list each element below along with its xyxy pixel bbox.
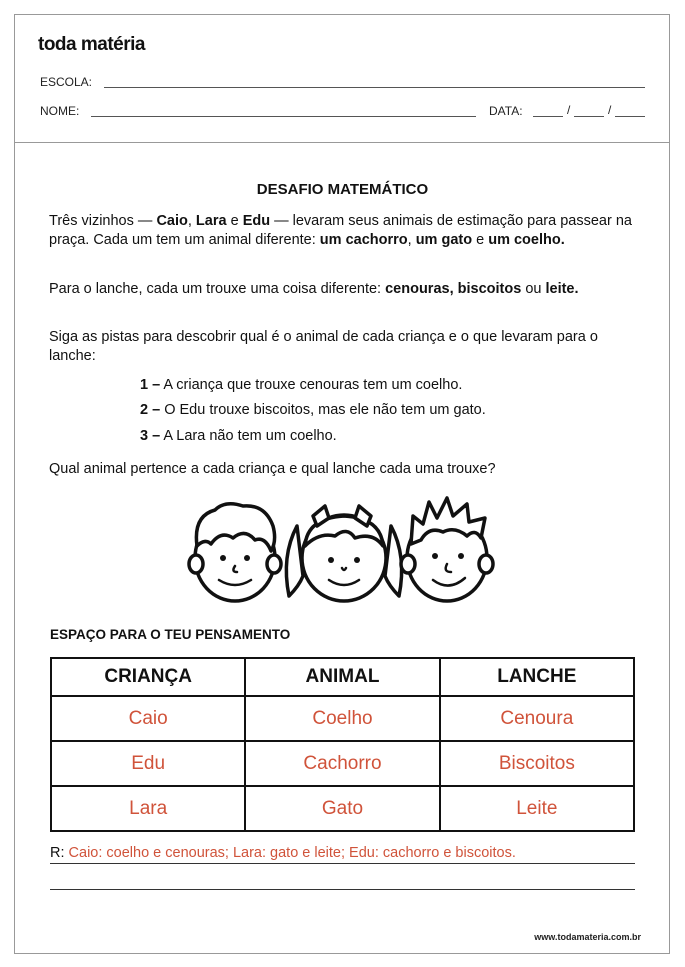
table-row xyxy=(51,786,634,831)
thinking-space-title: ESPAÇO PARA O TEU PENSAMENTO xyxy=(50,627,291,642)
header-lanche: LANCHE xyxy=(440,658,634,696)
response-answer: Caio: coelho e cenouras; Lara: gato e leite; Edu: cachorro e biscoitos. xyxy=(64,845,516,861)
intro-paragraph-3: Siga as pistas para descobrir qual é o animal de cada criança e o que levaram para o lanche: xyxy=(49,329,598,364)
children-faces-icon xyxy=(185,496,495,606)
table-cell[interactable]: Lara xyxy=(51,786,245,831)
answer-table xyxy=(50,657,635,832)
name-label: NOME: xyxy=(40,104,80,118)
table-row xyxy=(51,696,634,741)
date-year-field[interactable] xyxy=(615,116,645,117)
header-divider xyxy=(14,142,670,143)
date-day-field[interactable] xyxy=(533,116,563,117)
date-label: DATA: xyxy=(489,104,523,118)
date-separator: / xyxy=(608,103,612,117)
table-cell[interactable]: Biscoitos xyxy=(440,741,634,786)
table-cell[interactable]: Edu xyxy=(51,741,245,786)
table-cell[interactable]: Gato xyxy=(245,786,439,831)
name-field[interactable] xyxy=(91,116,476,117)
footer-url: www.todamateria.com.br xyxy=(534,932,641,942)
table-cell[interactable]: Cenoura xyxy=(440,696,634,741)
clue-2: 2 – O Edu trouxe biscoitos, mas ele não tem um gato. xyxy=(140,402,486,418)
header-crianca: CRIANÇA xyxy=(51,658,245,696)
date-separator: / xyxy=(567,103,571,117)
response-field-line-2[interactable] xyxy=(50,889,635,890)
girl-face-icon xyxy=(286,506,401,601)
table-row xyxy=(51,741,634,786)
table-cell[interactable]: Caio xyxy=(51,696,245,741)
table-cell[interactable]: Cachorro xyxy=(245,741,439,786)
date-month-field[interactable] xyxy=(574,116,604,117)
boy-face-icon xyxy=(189,504,281,601)
table-cell[interactable]: Leite xyxy=(440,786,634,831)
question: Qual animal pertence a cada criança e qual lanche cada uma trouxe? xyxy=(49,461,496,477)
logo: toda matéria xyxy=(38,34,145,55)
response-line xyxy=(50,845,516,861)
school-field[interactable] xyxy=(104,87,645,88)
table-cell[interactable]: Coelho xyxy=(245,696,439,741)
header-animal: ANIMAL xyxy=(245,658,439,696)
page-title: DESAFIO MATEMÁTICO xyxy=(256,181,429,198)
response-field-line-1[interactable] xyxy=(50,863,635,864)
response-label: R: xyxy=(50,845,65,861)
intro-paragraph-2: Para o lanche, cada um trouxe uma coisa diferente: cenouras, biscoitos ou leite. xyxy=(49,281,579,297)
school-label: ESCOLA: xyxy=(40,75,93,89)
table-header-row xyxy=(51,658,634,696)
clue-3: 3 – A Lara não tem um coelho. xyxy=(140,428,337,444)
intro-paragraph-1: Três vizinhos — Caio, Lara e Edu — levaram seus animais de estimação para passear na praça. Cada um tem um animal diferente: um cachorro, um gato e um coelho. xyxy=(49,213,632,248)
clue-1: 1 – A criança que trouxe cenouras tem um coelho. xyxy=(140,377,463,393)
